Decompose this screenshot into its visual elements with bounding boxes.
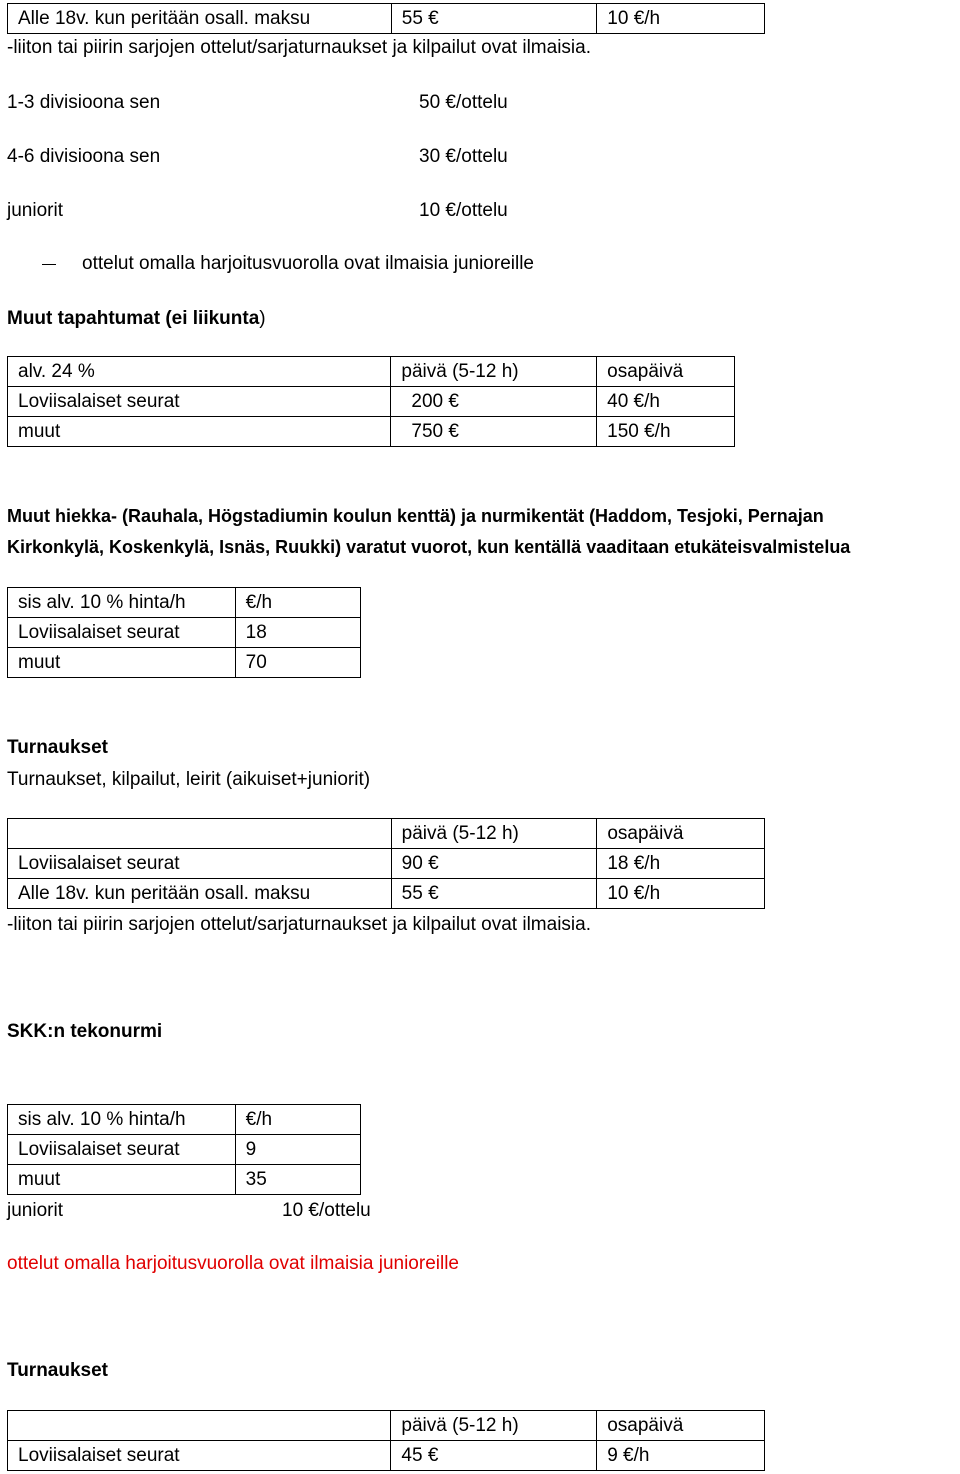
table-cell: Alle 18v. kun peritään osall. maksu <box>8 4 392 34</box>
table-row <box>8 879 765 909</box>
table-cell: Loviisalaiset seurat <box>8 618 236 648</box>
table-cell: 55 € <box>391 4 597 34</box>
table-cell: 200 € <box>391 387 597 417</box>
table-row <box>8 417 735 447</box>
table-cell: osapäivä <box>597 357 735 387</box>
table-cell: 90 € <box>391 849 597 879</box>
table-cell: Loviisalaiset seurat <box>8 387 391 417</box>
turnaukset-subtitle: Turnaukset, kilpailut, leirit (aikuiset+juniorit) <box>7 769 371 790</box>
table-cell: 9 €/h <box>597 1441 765 1471</box>
note-free-matches: -liiton tai piirin sarjojen ottelut/sarjaturnaukset ja kilpailut ovat ilmaisia. <box>7 914 591 935</box>
table-cell: 70 <box>235 648 360 678</box>
table-row <box>8 849 765 879</box>
table-header-row <box>8 588 361 618</box>
hiekka-paragraph-line: Muut hiekka- (Rauhala, Högstadiumin koulun kenttä) ja nurmikentät (Haddom, Tesjoki, Pernajan <box>7 506 824 526</box>
table-cell: €/h <box>235 1105 360 1135</box>
table-cell <box>8 819 392 849</box>
division-value: 10 €/ottelu <box>419 200 508 221</box>
table-muut-tapahtumat <box>7 356 735 447</box>
table-row <box>8 4 765 34</box>
section-heading-skk: SKK:n tekonurmi <box>7 1021 163 1042</box>
table-cell: muut <box>8 648 236 678</box>
skk-juniors-label: juniorit <box>7 1200 63 1221</box>
table-cell: Loviisalaiset seurat <box>8 1441 391 1471</box>
table-cell: 750 € <box>391 417 597 447</box>
heading-text: Muut tapahtumat (ei liikunta <box>7 308 260 329</box>
table-cell: 18 <box>235 618 360 648</box>
table-cell: 10 €/h <box>597 879 765 909</box>
table-skk-tekonurmi <box>7 1104 361 1195</box>
table-header-row <box>8 357 735 387</box>
division-label: 1-3 divisioona sen <box>7 92 161 113</box>
table-cell: 9 <box>235 1135 360 1165</box>
table-row <box>8 648 361 678</box>
note-free-matches: -liiton tai piirin sarjojen ottelut/sarjaturnaukset ja kilpailut ovat ilmaisia. <box>7 37 591 58</box>
table-cell: 40 €/h <box>597 387 735 417</box>
table-cell: 55 € <box>391 879 597 909</box>
table-cell: 150 €/h <box>597 417 735 447</box>
table-cell: €/h <box>235 588 360 618</box>
table-row <box>8 1135 361 1165</box>
dash-bullet-icon <box>42 264 56 265</box>
division-label: juniorit <box>7 200 63 221</box>
table-cell: Loviisalaiset seurat <box>8 849 392 879</box>
table-row <box>8 1165 361 1195</box>
table-cell: 10 €/h <box>597 4 765 34</box>
division-value: 50 €/ottelu <box>419 92 508 113</box>
table-row <box>8 1441 765 1471</box>
table-row <box>8 387 735 417</box>
division-label: 4-6 divisioona sen <box>7 146 161 167</box>
heading-paren: ) <box>259 308 266 329</box>
bullet-text: ottelut omalla harjoitusvuorolla ovat ilmaisia junioreille <box>82 253 535 274</box>
skk-juniors-value: 10 €/ottelu <box>282 1200 371 1221</box>
table-cell: päivä (5-12 h) <box>391 819 597 849</box>
table-cell: osapäivä <box>597 819 765 849</box>
red-note-juniors: ottelut omalla harjoitusvuorolla ovat ilmaisia junioreille <box>7 1253 460 1274</box>
table-cell: päivä (5-12 h) <box>391 1411 597 1441</box>
table-turnaukset-skk <box>7 1410 765 1471</box>
table-cell: sis alv. 10 % hinta/h <box>8 588 236 618</box>
table-row <box>8 618 361 648</box>
table-header-row <box>8 819 765 849</box>
table-turnaukset <box>7 818 765 909</box>
hiekka-paragraph-line: Kirkonkylä, Koskenkylä, Isnäs, Ruukki) varatut vuorot, kun kentällä vaaditaan etukäteisvalmistelua <box>7 537 851 557</box>
table-top-fees <box>7 3 765 34</box>
table-hiekka-kentat <box>7 587 361 678</box>
division-value: 30 €/ottelu <box>419 146 508 167</box>
table-header-row <box>8 1105 361 1135</box>
section-heading-turnaukset: Turnaukset <box>7 737 109 758</box>
table-cell: alv. 24 % <box>8 357 391 387</box>
table-cell: Alle 18v. kun peritään osall. maksu <box>8 879 392 909</box>
table-cell: 35 <box>235 1165 360 1195</box>
section-heading-turnaukset: Turnaukset <box>7 1360 109 1381</box>
table-cell: sis alv. 10 % hinta/h <box>8 1105 236 1135</box>
table-header-row <box>8 1411 765 1441</box>
table-cell: muut <box>8 1165 236 1195</box>
table-cell: 45 € <box>391 1441 597 1471</box>
table-cell: Loviisalaiset seurat <box>8 1135 236 1165</box>
table-cell: osapäivä <box>597 1411 765 1441</box>
table-cell: muut <box>8 417 391 447</box>
table-cell: 18 €/h <box>597 849 765 879</box>
table-cell <box>8 1411 391 1441</box>
table-cell: päivä (5-12 h) <box>391 357 597 387</box>
section-heading-muut <box>7 309 266 328</box>
